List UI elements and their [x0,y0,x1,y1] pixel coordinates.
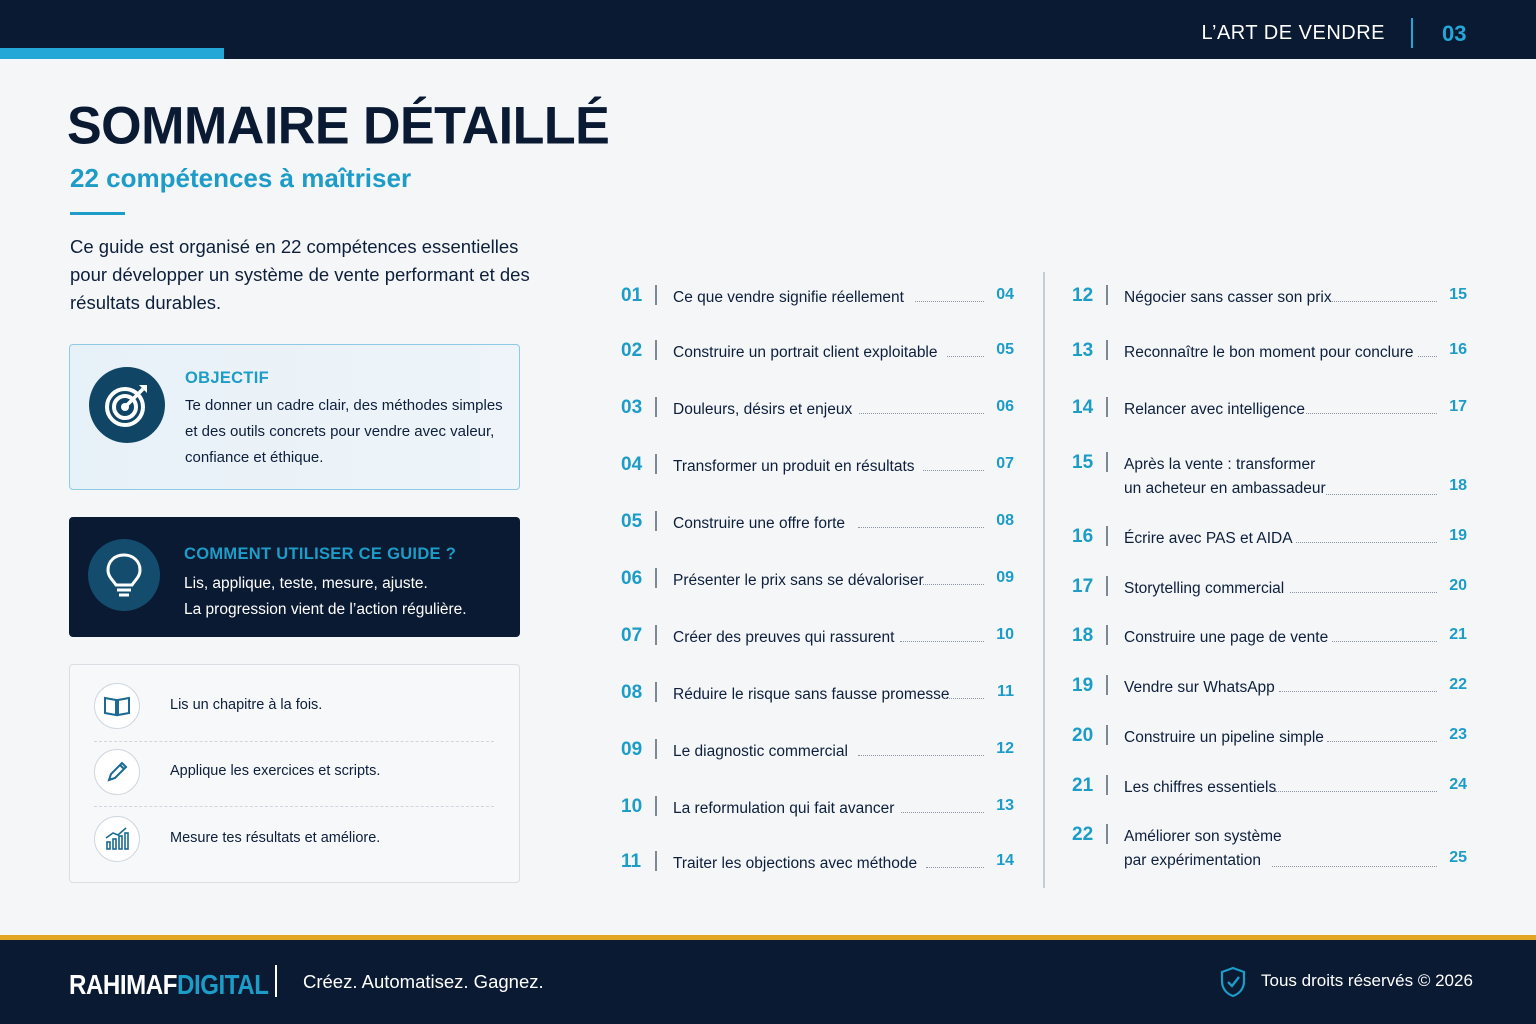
copyright-text: Tous droits réservés © 2026 [1261,971,1473,990]
toc-leader-dots [923,584,984,585]
toc-leader-dots [1272,866,1437,867]
toc-number: 11 [621,851,642,872]
toc-label: Présenter le prix sans se dévaloriser [673,572,924,589]
toc-entry[interactable] [621,566,1014,606]
toc-page: 13 [996,797,1014,814]
book-icon [94,683,140,729]
toc-separator [1106,452,1108,472]
toc-separator [1106,725,1108,745]
toc-entry[interactable] [621,794,1014,834]
pencil-icon [94,749,140,795]
toc-page: 19 [1449,527,1467,544]
toc-leader-dots [915,301,984,302]
toc-entry[interactable] [621,395,1014,435]
toc-column-divider [1043,272,1045,888]
toc-leader-dots [858,755,984,756]
toc-page: 07 [996,455,1014,472]
toc-number: 06 [621,568,643,589]
tip-item [94,810,494,866]
tip-divider [94,806,494,807]
toc-left-column [621,283,1014,883]
toc-page: 11 [997,683,1014,700]
toc-leader-dots [943,698,984,699]
toc-entry[interactable] [1072,574,1467,614]
toc-entry[interactable] [1072,673,1467,713]
toc-leader-dots [858,527,984,528]
toc-entry[interactable] [621,509,1014,549]
tip-text: Applique les exercices et scripts. [170,763,381,779]
toc-leader-dots [1290,592,1437,593]
toc-entry[interactable] [1072,338,1467,378]
how-to-use-text [184,571,514,623]
toc-entry[interactable] [1072,450,1467,510]
toc-label: Améliorer son système [1124,828,1282,845]
toc-label: Storytelling commercial [1124,580,1285,597]
toc-separator [1106,526,1108,546]
toc-separator [655,851,657,871]
toc-label: Les chiffres essentiels [1124,779,1277,796]
intro-paragraph: Ce guide est organisé en 22 compétences essentielles pour développer un système de vente performant et des résultats durables. [70,236,530,313]
toc-entry[interactable] [1072,723,1467,763]
toc-page: 14 [996,852,1014,869]
toc-page: 04 [996,286,1014,303]
toc-entry[interactable] [1072,773,1467,813]
toc-label: Construire une page de vente [1124,629,1329,646]
toc-separator [655,739,657,759]
toc-leader-dots [1296,542,1437,543]
footer-separator [275,965,277,997]
objective-title: OBJECTIF [185,369,269,387]
toc-number: 15 [1072,452,1094,473]
toc-page: 10 [996,626,1014,643]
toc-label: Écrire avec PAS et AIDA [1124,530,1293,547]
subtitle-underline [70,212,125,215]
toc-label: Réduire le risque sans fausse promesse [673,686,950,703]
toc-number: 10 [621,796,643,817]
toc-page: 17 [1449,398,1467,415]
toc-number: 03 [621,397,643,418]
tip-text: Mesure tes résultats et améliore. [170,830,381,846]
toc-label: Construire une offre forte [673,515,846,532]
toc-separator [1106,824,1108,844]
page-title: SOMMAIRE DÉTAILLÉ [67,96,610,156]
toc-page: 09 [996,569,1014,586]
target-icon [89,367,165,443]
toc-label: Construire un pipeline simple [1124,729,1324,746]
toc-number: 21 [1072,775,1094,796]
toc-entry[interactable] [621,623,1014,663]
toc-number: 18 [1072,625,1094,646]
toc-label: Créer des preuves qui rassurent [673,629,895,646]
page-subtitle: 22 compétences à maîtriser [70,163,412,193]
toc-leader-dots [1275,791,1437,792]
toc-entry[interactable] [621,452,1014,492]
toc-number: 13 [1072,340,1094,361]
toc-entry[interactable] [1072,395,1467,435]
toc-number: 17 [1072,576,1094,597]
toc-label-line-2: un acheteur en ambassadeur [1124,480,1326,497]
toc-label: Après la vente : transformer [1124,456,1316,473]
toc-entry[interactable] [621,680,1014,720]
toc-page: 23 [1449,726,1467,743]
chart-icon [94,816,140,862]
toc-leader-dots [1327,741,1437,742]
toc-leader-dots [1306,413,1437,414]
toc-label: Douleurs, désirs et enjeux [673,401,853,418]
toc-page: 16 [1449,341,1467,358]
toc-label: Vendre sur WhatsApp [1124,679,1275,696]
toc-number: 07 [621,625,643,646]
toc-leader-dots [1332,641,1437,642]
toc-label: Traiter les objections avec méthode [673,855,918,872]
toc-number: 01 [621,285,643,306]
tips-box [69,664,520,883]
toc-separator [1106,675,1108,695]
brand-name-part-2: DIGITAL [177,969,269,1000]
toc-separator [1106,285,1108,305]
toc-label: Ce que vendre signifie réellement [673,289,904,306]
toc-separator [655,568,657,588]
toc-page: 21 [1449,626,1467,643]
toc-number: 05 [621,511,643,532]
toc-leader-dots [1279,691,1437,692]
toc-separator [655,625,657,645]
toc-label-line-2: par expérimentation [1124,852,1261,869]
toc-leader-dots [901,812,984,813]
toc-label: Relancer avec intelligence [1124,401,1305,418]
brand-name-part-1: RAHIMAF [69,969,178,1000]
top-accent-bar [0,48,224,59]
toc-number: 09 [621,739,643,760]
toc-leader-dots [1326,494,1437,495]
toc-entry[interactable] [1072,822,1467,882]
toc-leader-dots [923,470,984,471]
header-separator [1411,18,1413,48]
toc-separator [655,682,657,702]
toc-entry[interactable] [621,737,1014,777]
toc-page: 15 [1449,286,1467,303]
toc-number: 20 [1072,725,1094,746]
toc-page: 12 [996,740,1014,757]
toc-label: Le diagnostic commercial [673,743,848,760]
footer-tagline: Créez. Automatisez. Gagnez. [303,971,544,992]
toc-separator [655,511,657,531]
toc-label: La reformulation qui fait avancer [673,800,895,817]
toc-page: 05 [996,341,1014,358]
how-to-use-line-2: La progression vient de l’action régulière. [184,601,467,618]
toc-number: 12 [1072,285,1094,306]
toc-number: 22 [1072,824,1094,845]
toc-entry[interactable] [1072,283,1467,323]
toc-leader-dots [900,641,984,642]
toc-separator [1106,576,1108,596]
how-to-use-title: COMMENT UTILISER CE GUIDE ? [184,545,457,563]
toc-number: 16 [1072,526,1094,547]
toc-separator [1106,625,1108,645]
footer [0,935,1536,1024]
toc-page: 08 [996,512,1014,529]
how-to-use-box [69,517,520,637]
toc-page: 06 [996,398,1014,415]
toc-separator [655,796,657,816]
toc-entry[interactable] [1072,623,1467,663]
tip-item [94,677,494,733]
toc-page: 24 [1449,776,1467,793]
toc-leader-dots [1332,301,1437,302]
toc-leader-dots [1418,356,1437,357]
toc-label: Reconnaître le bon moment pour conclure [1124,344,1414,361]
toc-number: 08 [621,682,643,703]
toc-entry[interactable] [621,283,1014,323]
toc-label: Transformer un produit en résultats [673,458,915,475]
toc-label: Construire un portrait client exploitable [673,344,938,361]
toc-entry[interactable] [621,849,1014,889]
toc-entry[interactable] [1072,524,1467,564]
toc-number: 19 [1072,675,1094,696]
toc-page: 20 [1449,577,1467,594]
toc-right-column [1072,283,1467,883]
top-bar [0,0,1536,59]
toc-separator [655,340,657,360]
toc-separator [655,397,657,417]
toc-separator [1106,340,1108,360]
toc-page: 18 [1449,477,1467,494]
toc-leader-dots [859,413,984,414]
brand-logo [69,969,269,1001]
objective-box [69,344,520,490]
toc-separator [655,285,657,305]
toc-separator [1106,397,1108,417]
toc-label: Négocier sans casser son prix [1124,289,1332,306]
toc-number: 04 [621,454,643,475]
toc-leader-dots [947,356,984,357]
how-to-use-line-1: Lis, applique, teste, mesure, ajuste. [184,575,428,592]
toc-page: 22 [1449,676,1467,693]
lightbulb-icon [88,539,160,611]
tip-divider [94,741,494,742]
shield-check-icon [1219,966,1247,998]
toc-entry[interactable] [621,338,1014,378]
tip-item [94,743,494,799]
toc-page: 25 [1449,849,1467,866]
toc-separator [655,454,657,474]
guide-title: L’ART DE VENDRE [1201,22,1385,44]
toc-number: 14 [1072,397,1094,418]
page-number: 03 [1442,21,1467,46]
objective-text: Te donner un cadre clair, des méthodes simples et des outils concrets pour vendre avec valeur, confiance et éthique. [185,397,503,466]
toc-leader-dots [926,867,984,868]
tip-text: Lis un chapitre à la fois. [170,697,323,713]
toc-separator [1106,775,1108,795]
toc-number: 02 [621,340,643,361]
